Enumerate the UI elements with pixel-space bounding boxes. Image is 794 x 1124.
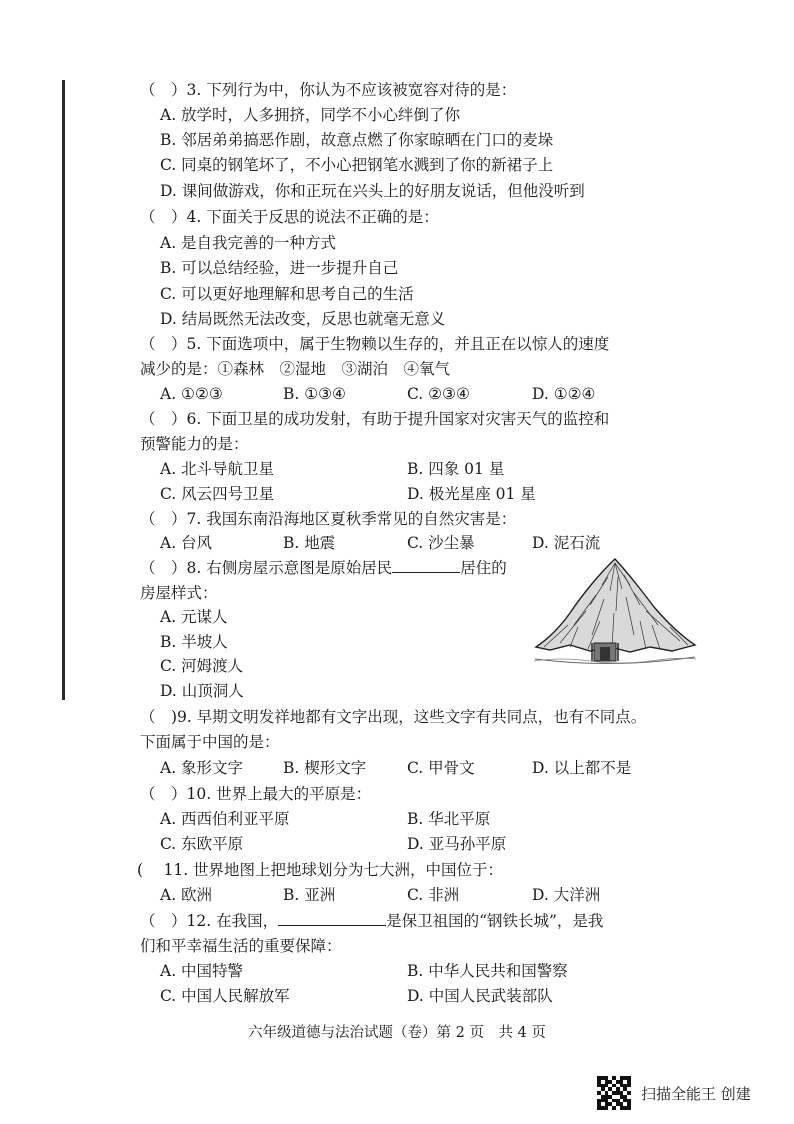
question-9-option-a: A. 象形文字 <box>160 759 244 777</box>
question-5-option-c: C. ②③④ <box>407 385 470 403</box>
question-11-stem: ( 11. 世界地图上把地球划分为七大洲，中国位于： <box>137 861 504 879</box>
question-3-option-c: C. 同桌的钢笔坏了，不小心把钢笔水溅到了你的新裙子上 <box>160 156 554 174</box>
question-3-option-a: A. 放学时，人多拥挤，同学不小心绊倒了你 <box>160 106 461 124</box>
question-6-stem-cont: 预警能力的是： <box>140 435 249 453</box>
primitive-hut-illustration <box>530 555 700 675</box>
question-10-stem: （ ）10. 世界上最大的平原是： <box>140 785 372 803</box>
question-12-stem <box>140 911 603 931</box>
question-4-option-d: D. 结局既然无法改变，反思也就毫无意义 <box>160 310 446 328</box>
question-11-option-a: A. 欧洲 <box>160 886 213 904</box>
question-12-stem-cont: 们和平幸福生活的重要保障： <box>140 937 342 955</box>
question-8-option-a: A. 元谋人 <box>160 608 228 626</box>
question-11-option-d: D. 大洋洲 <box>532 886 601 904</box>
question-4-option-a: A. 是自我完善的一种方式 <box>160 234 337 252</box>
question-10-option-b: B. 华北平原 <box>407 810 491 828</box>
question-8-stem-cont: 房屋样式： <box>140 584 218 602</box>
question-9-stem: （ )9. 早期文明发祥地都有文字出现，这些文字有共同点，也有不同点。 <box>140 708 647 726</box>
question-5-option-b: B. ①③④ <box>283 385 346 403</box>
question-11-option-b: B. 亚洲 <box>283 886 336 904</box>
question-3-option-d: D. 课间做游戏，你和正玩在兴头上的好朋友说话，但他没听到 <box>160 182 585 200</box>
page-footer: 六年级道德与法治试题（卷）第 2 页 共 4 页 <box>248 1025 546 1041</box>
question-5-stem-cont: 减少的是：①森林 ②湿地 ③湖泊 ④氧气 <box>140 360 451 378</box>
scanner-watermark <box>597 1075 751 1111</box>
question-9-option-b: B. 楔形文字 <box>283 759 367 777</box>
question-6-stem: （ ）6. 下面卫星的成功发射，有助于提升国家对灾害天气的监控和 <box>140 410 610 428</box>
question-9-option-d: D. 以上都不是 <box>532 759 632 777</box>
question-7-stem: （ ）7. 我国东南沿海地区夏秋季常见的自然灾害是： <box>140 510 517 528</box>
question-12-stem-part1: （ ）12. 在我国， <box>140 912 279 930</box>
question-3-stem: （ ）3. 下列行为中，你认为不应该被宽容对待的是： <box>140 81 517 99</box>
answer-blank[interactable] <box>278 911 386 926</box>
question-12-stem-part2: 是保卫祖国的“钢铁长城”，是我 <box>386 912 604 930</box>
question-6-option-d: D. 极光星座 01 星 <box>407 485 536 503</box>
question-12-option-c: C. 中国人民解放军 <box>160 987 290 1005</box>
question-7-option-d: D. 泥石流 <box>532 534 601 552</box>
question-10-option-d: D. 亚马孙平原 <box>407 835 507 853</box>
question-11-option-c: C. 非洲 <box>407 886 460 904</box>
answer-blank[interactable] <box>392 558 460 573</box>
question-5-option-d: D. ①②④ <box>532 385 596 403</box>
question-4-stem: （ ）4. 下面关于反思的说法不正确的是： <box>140 208 439 226</box>
qr-code-icon <box>597 1076 631 1110</box>
question-12-option-a: A. 中国特警 <box>160 962 244 980</box>
question-10-option-c: C. 东欧平原 <box>160 835 244 853</box>
question-8-stem-part1: （ ）8. 右侧房屋示意图是原始居民 <box>140 559 393 577</box>
question-5-stem: （ ）5. 下面选项中，属于生物赖以生存的，并且正在以惊人的速度 <box>140 335 610 353</box>
binding-margin-line <box>62 80 65 700</box>
question-10-option-a: A. 西西伯利亚平原 <box>160 810 290 828</box>
question-3-option-b: B. 邻居弟弟搞恶作剧，故意点燃了你家晾晒在门口的麦垛 <box>160 131 554 149</box>
question-7-option-b: B. 地震 <box>283 534 336 552</box>
question-9-stem-cont: 下面属于中国的是： <box>140 733 280 751</box>
question-7-option-a: A. 台风 <box>160 534 213 552</box>
question-6-option-c: C. 风云四号卫星 <box>160 485 275 503</box>
question-8-stem-part2: 居住的 <box>460 559 507 577</box>
question-7-option-c: C. 沙尘暴 <box>407 534 475 552</box>
question-6-option-a: A. 北斗导航卫星 <box>160 460 275 478</box>
question-5-option-a: A. ①②③ <box>160 385 223 403</box>
question-12-option-b: B. 中华人民共和国警察 <box>407 962 568 980</box>
question-12-option-d: D. 中国人民武装部队 <box>407 987 553 1005</box>
question-6-option-b: B. 四象 01 星 <box>407 460 505 478</box>
question-4-option-c: C. 可以更好地理解和思考自己的生活 <box>160 285 414 303</box>
question-4-option-b: B. 可以总结经验，进一步提升自己 <box>160 259 399 277</box>
watermark-text: 扫描全能王 创建 <box>641 1084 751 1103</box>
question-9-option-c: C. 甲骨文 <box>407 759 475 777</box>
question-8-stem <box>140 558 507 578</box>
question-8-option-b: B. 半坡人 <box>160 633 228 651</box>
question-8-option-c: C. 河姆渡人 <box>160 657 244 675</box>
question-8-option-d: D. 山顶洞人 <box>160 682 244 700</box>
